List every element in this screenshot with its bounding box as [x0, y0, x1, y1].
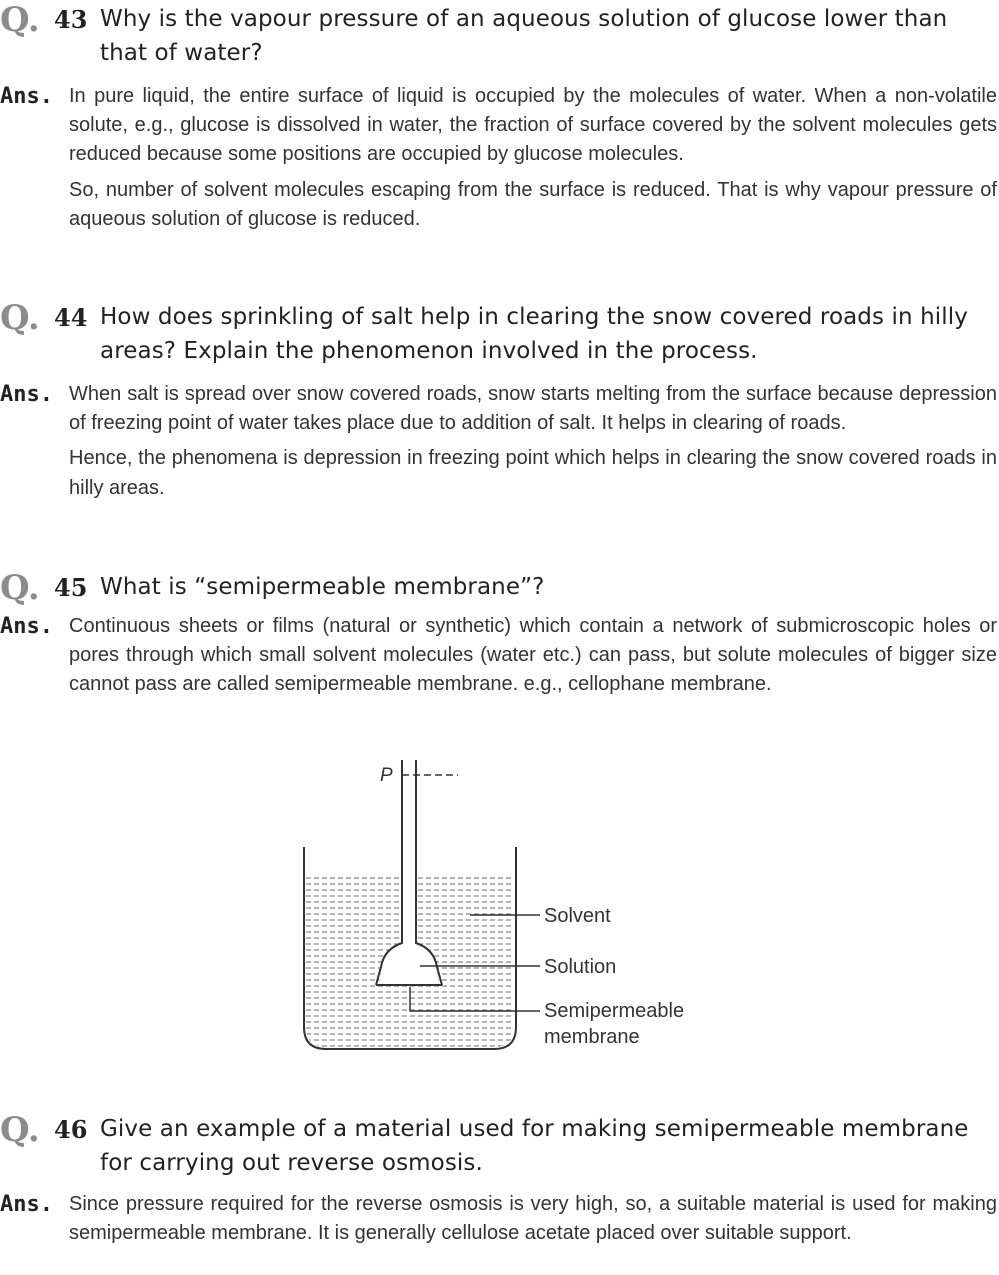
answer-label: Ans.	[0, 1192, 53, 1217]
answer-paragraph: In pure liquid, the entire surface of liquid is occupied by the molecules of water. When a non-volatile solute, e.g., glucose is dissolved in water, the fraction of surface covered by the solvent molecules gets reduced because some positions are occupied by glucose molecules.	[69, 85, 997, 166]
answer-row	[0, 612, 999, 700]
question-number: 45	[54, 573, 88, 602]
question-number: 44	[54, 303, 88, 332]
answer-paragraph: Hence, the phenomena is depression in freezing point which helps in clearing the snow covered roads in hilly areas.	[69, 447, 997, 499]
pressure-label: P	[380, 765, 393, 786]
answer-paragraph: When salt is spread over snow covered roads, snow starts melting from the surface because depression of freezing point of water takes place due to addition of salt. It helps in clearing of roads.	[69, 383, 997, 435]
answer-row	[0, 82, 999, 234]
answer-text	[69, 82, 997, 234]
question-text: Give an example of a material used for making semipermeable membrane for carrying out reverse osmosis.	[100, 1116, 969, 1176]
question-row	[0, 568, 999, 608]
solution-label: Solution	[544, 956, 617, 978]
question-marker: Q.	[0, 1110, 40, 1150]
answer-paragraph: So, number of solvent molecules escaping from the surface is reduced. That is why vapour pressure of aqueous solution of glucose is reduced.	[69, 178, 997, 230]
answer-row	[0, 380, 999, 503]
question-block-45	[0, 570, 999, 706]
membrane-label-line1: Semipermeable	[544, 1000, 685, 1022]
question-number: 46	[54, 1115, 88, 1144]
membrane-label-line2: membrane	[544, 1026, 640, 1048]
question-block-44	[0, 300, 999, 509]
solvent-label: Solvent	[544, 905, 611, 927]
answer-paragraph: Since pressure required for the reverse osmosis is very high, so, a suitable material is used for making semipermeable membrane. It is generally cellulose acetate placed over suitable support.	[69, 1193, 997, 1245]
question-text: How does sprinkling of salt help in clearing the snow covered roads in hilly areas? Explain the phenomenon involved in the process.	[100, 304, 968, 364]
question-marker: Q.	[0, 0, 40, 40]
answer-label: Ans.	[0, 382, 53, 407]
question-marker: Q.	[0, 298, 40, 338]
question-block-46	[0, 1112, 999, 1254]
answer-label: Ans.	[0, 84, 53, 109]
question-row	[0, 1112, 999, 1180]
question-marker: Q.	[0, 568, 40, 608]
answer-text	[69, 1190, 997, 1248]
question-row	[0, 2, 999, 70]
answer-row	[0, 1190, 999, 1248]
answer-text	[69, 380, 997, 503]
answer-text	[69, 612, 997, 700]
answer-paragraph: Continuous sheets or films (natural or synthetic) which contain a network of submicroscopic holes or pores through which small solvent molecules (water etc.) can pass, but solute molecules of bigger size cannot pass are called semipermeable membrane. e.g., cellophane membrane.	[69, 615, 997, 696]
question-text: Why is the vapour pressure of an aqueous solution of glucose lower than that of water?	[100, 6, 948, 66]
funnel-interior	[403, 765, 415, 943]
question-text: What is “semipermeable membrane”?	[100, 574, 545, 600]
question-number: 43	[54, 5, 88, 34]
question-block-43	[0, 2, 999, 240]
question-row	[0, 300, 999, 368]
answer-label: Ans.	[0, 614, 53, 639]
osmosis-diagram	[290, 755, 730, 1075]
